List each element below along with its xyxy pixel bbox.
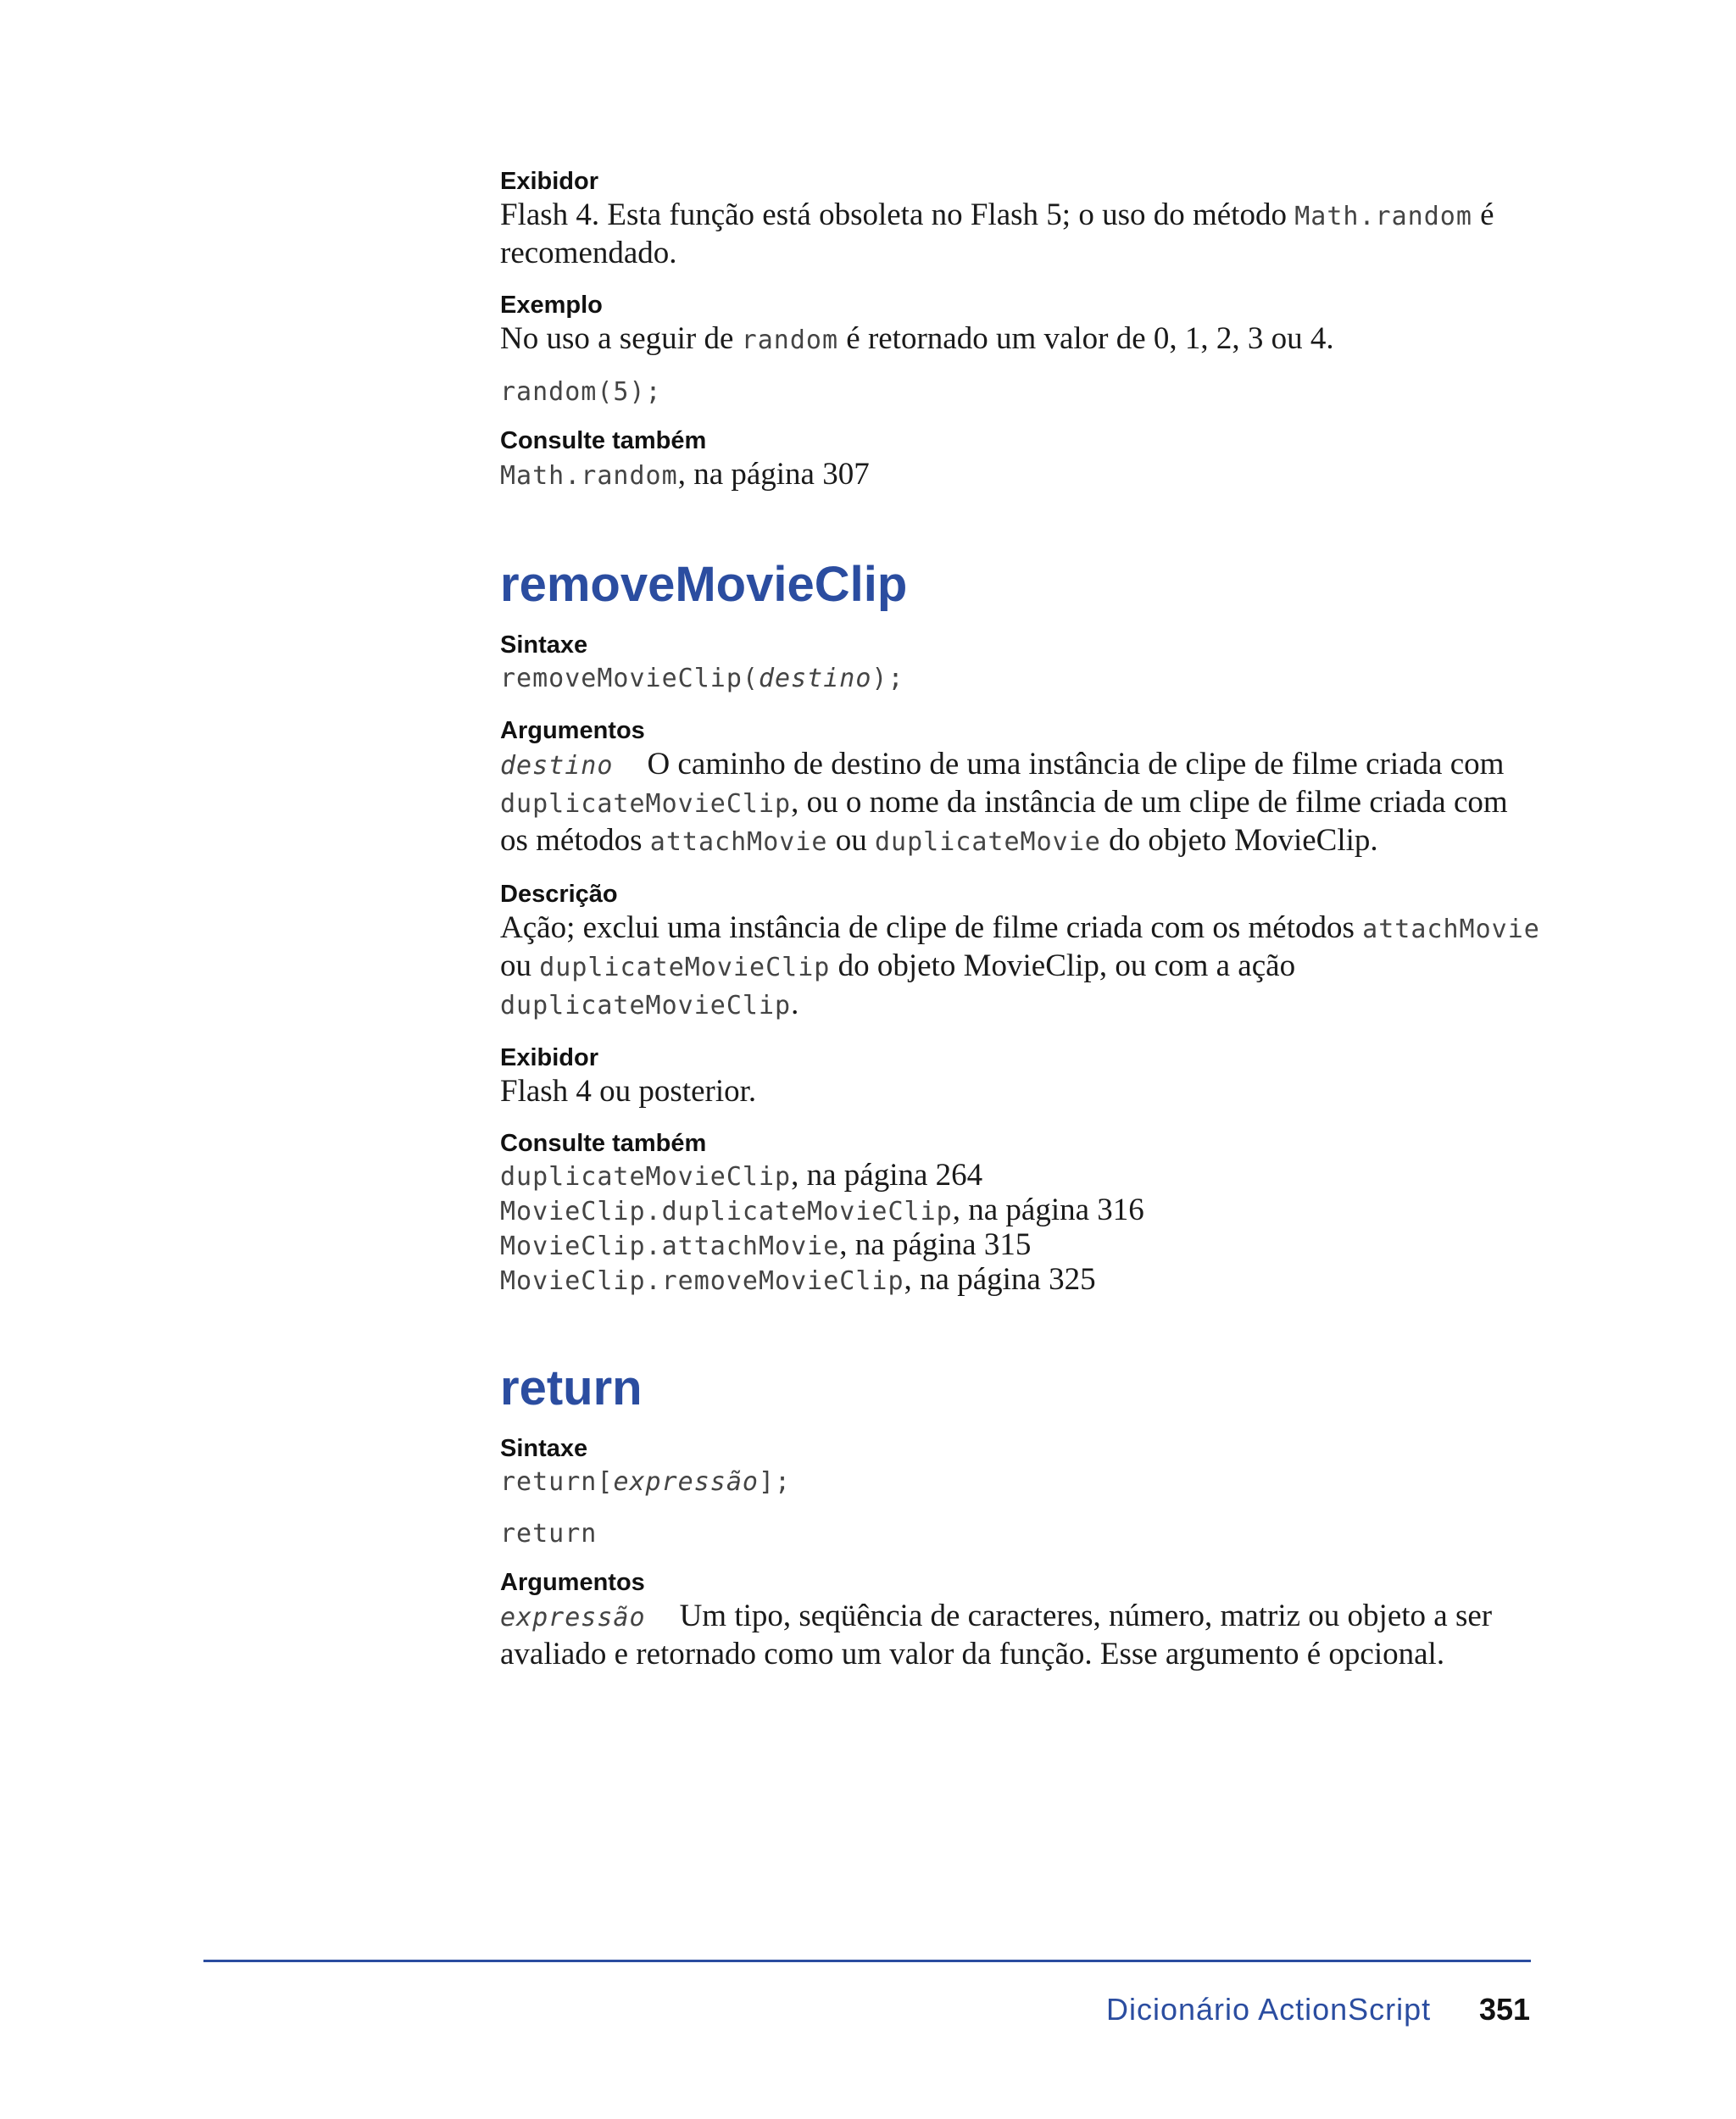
prev-see-also-heading: Consulte também: [500, 427, 707, 454]
see-also-link[interactable]: MovieClip.removeMovieClip, na página 325: [500, 1262, 1096, 1297]
return-syntax-heading: Sintaxe: [500, 1435, 588, 1462]
remove-player-heading: Exibidor: [500, 1044, 599, 1071]
return-argument-text: expressão Um tipo, seqüência de caracteres, número, matriz ou objeto a ser avaliado e retornado como um valor da função. Esse argumento é opcional.: [500, 1599, 1493, 1671]
remove-description-text: Ação; exclui uma instância de clipe de filme criada com os métodos attachMovie ou duplicateMovieClip do objeto MovieClip, ou com a ação duplicateMovieClip.: [500, 910, 1540, 1021]
footer-title: Dicionário ActionScript: [1106, 1992, 1432, 2027]
prev-player-heading: Exibidor: [500, 168, 599, 195]
see-also-link[interactable]: MovieClip.duplicateMovieClip, na página 316: [500, 1193, 1144, 1227]
remove-see-also-list: [500, 1159, 1543, 1298]
remove-syntax-code: removeMovieClip(destino);: [500, 664, 904, 693]
return-arguments-heading: Argumentos: [500, 1569, 645, 1596]
footer-rule: [203, 1960, 1531, 1962]
prev-example-heading: Exemplo: [500, 292, 603, 319]
remove-syntax-heading: Sintaxe: [500, 631, 588, 659]
entry-title-removemovieclip: removeMovieClip: [500, 557, 908, 612]
prev-example-code: random(5);: [500, 377, 662, 407]
remove-arguments-heading: Argumentos: [500, 717, 645, 744]
page-number: 351: [1479, 1992, 1531, 2027]
remove-description-heading: Descrição: [500, 881, 618, 908]
remove-player-text: Flash 4 ou posterior.: [500, 1074, 757, 1109]
prev-see-also-link[interactable]: Math.random, na página 307: [500, 457, 870, 492]
remove-see-also-heading: Consulte também: [500, 1130, 707, 1157]
see-also-link[interactable]: duplicateMovieClip, na página 264: [500, 1158, 983, 1193]
see-also-link[interactable]: MovieClip.attachMovie, na página 315: [500, 1227, 1032, 1262]
return-syntax-code: return[expressão];: [500, 1467, 792, 1497]
remove-argument-text: destino O caminho de destino de uma instância de clipe de filme criada com duplicateMovieClip, ou o nome da instância de um clipe de filme criada com os métodos attachMovie ou duplicateMovie do objeto MovieClip.: [500, 747, 1508, 858]
prev-example-text: No uso a seguir de random é retornado um valor de 0, 1, 2, 3 ou 4.: [500, 321, 1334, 356]
page-content: [500, 166, 1543, 1672]
prev-player-text: Flash 4. Esta função está obsoleta no Flash 5; o uso do método Math.random é recomendado.: [500, 197, 1494, 270]
entry-title-return: return: [500, 1360, 643, 1415]
return-syntax-code-2: return: [500, 1519, 598, 1549]
